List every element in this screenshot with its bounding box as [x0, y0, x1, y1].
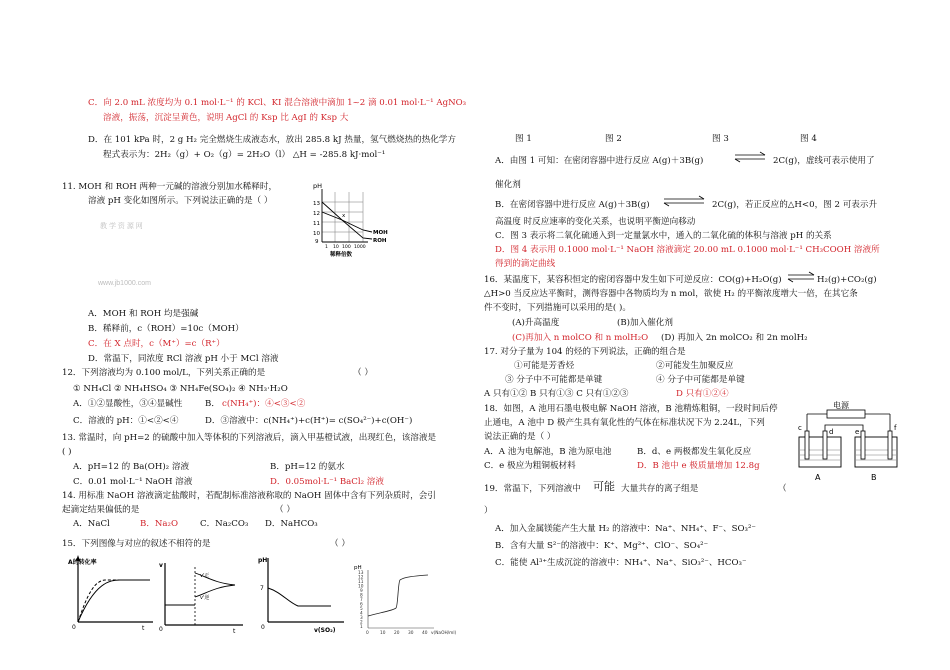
- q19-answer-bracket-open: （: [778, 484, 787, 494]
- q19-option-b: B．含有大量 S²⁻的溶液中：K⁺、Mg²⁺、ClO⁻、SO₄²⁻: [495, 541, 709, 551]
- fig3-curve: [268, 588, 331, 606]
- q15-option-a-line1-end: 2C(g)，虚线可表示使用了: [773, 156, 875, 166]
- q13-stem: 13. 常温时，向 pH=2 的硫酸中加入等体积的下列溶液后，滴入甲基橙试液，出现红色，该溶液是: [62, 433, 437, 443]
- q12-answer-bracket: （ ）: [353, 368, 373, 378]
- q11-option-c: C．在 X 点时，c（M⁺）=c（R⁺）: [88, 339, 225, 349]
- q15-option-c: C．图 3 表示将二氧化硫通入到一定量氯水中，通入的二氧化硫的体积与溶液 pH 的关系: [495, 231, 832, 241]
- q18-stem-line2: 止通电，A 池中 D 极产生具有氧化性的气体在标准状况下为 2.24L，下列: [484, 418, 765, 428]
- q11-ylabel: pH: [313, 182, 323, 190]
- q11-xtick: 10: [333, 245, 339, 250]
- q15-option-a-line1: A．由图 1 可知：在密闭容器中进行反应 A(g)＋3B(g): [495, 156, 704, 166]
- q12-stem: 12．下列溶液均为 0.100 mol/L，下列关系正确的是: [62, 368, 266, 378]
- q16-stem-line2: △H>0 当反应达平衡时，测得容器中各物质均为 n mol，欲使 H₂ 的平衡浓度增大一倍，在其它条: [484, 289, 858, 299]
- q13-option-c: C．0.01 mol·L⁻¹ NaOH 溶液: [73, 477, 193, 487]
- q18-option-c: C．e 极应为粗铜板材料: [484, 461, 576, 471]
- q15-figure-1: [60, 552, 160, 632]
- fig4-ytick: 4: [360, 611, 363, 617]
- q17-option-d: D 只有①②④: [676, 389, 729, 399]
- q11-ytick: 11: [313, 221, 320, 227]
- fig1-xlabel: t: [142, 625, 145, 632]
- q19-option-c: C．能使 Al³⁺生成沉淀的溶液中：NH₄⁺、Na⁺、SiO₃²⁻、HCO₃⁻: [495, 558, 747, 568]
- q12-option-c: C．溶液的 pH：①<②<④: [73, 416, 179, 426]
- q17-statement-1: ①可能是芳香烃: [514, 361, 575, 371]
- q11-series-roh: ROH: [373, 238, 387, 244]
- equilibrium-arrow: [786, 270, 816, 284]
- fig4-ytick: 12: [358, 575, 364, 581]
- q10-option-d-line2: 程式表示为：2H₂（g）+ O₂（g）= 2H₂O（l） △H = -285.8 kJ·mol⁻¹: [103, 150, 386, 160]
- q15-stem: 15．下列图像与对应的叙述不相符的是: [62, 539, 211, 549]
- q11-xlabel: 稀释倍数: [330, 252, 353, 258]
- fig1-solid-curve: [78, 580, 150, 622]
- q16-stem-line3: 件不变时，下列措施可以采用的是( )。: [484, 303, 631, 313]
- q12-solutions: ① NH₄Cl ② NH₄HSO₄ ③ NH₄Fe(SO₄)₂ ④ NH₃·H₂O: [73, 384, 288, 394]
- power-source-label: 电源: [833, 401, 849, 410]
- q16-option-b: (B)加入催化剂: [617, 318, 673, 328]
- q18-stem-line3: 说法正确的是（ ）: [484, 432, 556, 442]
- q19-option-a: A．加入金属镁能产生大量 H₂ 的溶液中：Na⁺、NH₄⁺、F⁻、SO₃²⁻: [495, 524, 756, 534]
- fig4-ytick: 8: [360, 593, 363, 599]
- fig1-dashed-curve: [78, 580, 120, 622]
- fig4-ytick: 9: [360, 589, 363, 594]
- fig4-ytick: 3: [360, 616, 363, 621]
- q17-options-abc: A 只有①② B 只有①③ C 只有①②③: [484, 389, 629, 399]
- q15-answer-bracket: （ ）: [330, 539, 350, 549]
- q15-figure-4: [352, 562, 467, 640]
- fig4-xtick: 20: [394, 631, 400, 636]
- q11-xtick: 100: [342, 245, 351, 250]
- q11-xtick: 1000: [354, 245, 366, 250]
- q11-ytick: 9: [315, 239, 319, 245]
- fig4-ytick: 11: [358, 580, 364, 585]
- q11-stem-line2: 溶液 pH 变化如图所示。下列说法正确的是（ ）: [88, 196, 273, 206]
- q19-stem-part1: 19．常温下，下列溶液中: [484, 484, 581, 494]
- fig2-origin: 0: [159, 626, 163, 633]
- q12-option-b: c(NH₄⁺)：④<③<②: [222, 399, 306, 409]
- q13-option-d: D．0.05mol·L⁻¹ BaCl₂ 溶液: [270, 477, 384, 487]
- fig2-xlabel: t: [233, 628, 236, 635]
- q11-roh-curve: [322, 212, 372, 239]
- q12-option-b-label: B．: [205, 399, 220, 409]
- fig4-xtick: 10: [380, 631, 386, 636]
- q10-option-d-line1: D．在 101 kPa 时，2 g H₂ 完全燃烧生成液态水，放出 285.8 kJ 热量，氢气燃烧热的热化学方: [88, 135, 456, 145]
- q14-stem-line2: 起滴定结果偏低的是: [62, 505, 140, 515]
- q15-option-b-line1-end: 2C(g)，若正反应的△H<0，图 2 可表示升: [712, 200, 878, 210]
- q11-option-b: B．稀释前，c（ROH）=10c（MOH）: [88, 324, 244, 334]
- q11-ytick: 13: [313, 201, 320, 207]
- fig4-ytick: 5: [360, 607, 363, 612]
- q10-option-c-line2: 溶液，振荡，沉淀呈黄色，说明 AgCl 的 Ksp 比 AgI 的 Ksp 大: [103, 113, 349, 123]
- fig4-ytick: 2: [360, 620, 363, 626]
- q11-option-a: A．MOH 和 ROH 均是强碱: [88, 309, 199, 319]
- fig4-ytick: 7: [360, 598, 363, 603]
- fig3-ytick: 7: [260, 585, 264, 592]
- watermark-url: www.jb1000.com: [98, 280, 151, 287]
- q13-option-a: A．pH=12 的 Ba(OH)₂ 溶液: [73, 462, 190, 472]
- equilibrium-arrow: [662, 194, 706, 208]
- fig2-ylabel: v: [159, 562, 163, 569]
- figure-caption-2: 图 2: [605, 134, 622, 144]
- fig4-titration-curve: [368, 575, 428, 616]
- q15-figure-3: [256, 552, 354, 637]
- power-source: [827, 410, 865, 418]
- q18-option-b: B．d、e 两极都发生氧化反应: [637, 447, 752, 457]
- electrode-c-label: c: [798, 424, 802, 432]
- q12-option-d: D．③溶液中：c(NH₄⁺)+c(H⁺)= c(SO₄²⁻)+c(OH⁻): [205, 416, 413, 426]
- q14-stem-line1: 14. 用标准 NaOH 溶液滴定盐酸时，若配制标准溶液称取的 NaOH 固体中含有下列杂质时，会引: [62, 491, 436, 501]
- fig4-ytick: 10: [358, 584, 364, 590]
- q12-option-a: A．①②显酸性，③④显碱性: [73, 399, 183, 409]
- electrode-e-label: e: [855, 428, 860, 436]
- q17-stem: 17. 对分子量为 104 的烃的下列说法，正确的组合是: [484, 347, 686, 357]
- q11-option-d: D．常温下，同浓度 RCl 溶液 pH 小于 MCl 溶液: [88, 354, 279, 364]
- q15-option-d-line1: D．图 4 表示用 0.1000 mol·L⁻¹ NaOH 溶液滴定 20.00 mL 0.1000 mol·L⁻¹ CH₃COOH 溶液所: [495, 245, 880, 255]
- tank-b-label: B: [871, 473, 877, 482]
- watermark-text: 教 学 资 源 网: [100, 223, 143, 230]
- figure-caption-1: 图 1: [515, 134, 532, 144]
- fig4-ytick: 13: [358, 571, 364, 576]
- q11-ph-dilution-graph: [302, 180, 397, 258]
- q14-option-d: D．NaHCO₃: [265, 519, 318, 529]
- equilibrium-arrow: [733, 150, 767, 164]
- tank-a-label: A: [815, 473, 821, 482]
- q11-moh-curve: [322, 202, 372, 232]
- q15-option-b-line1: B．在密闭容器中进行反应 A(g)＋3B(g): [495, 200, 650, 210]
- q14-option-c: C．Na₂CO₃: [200, 519, 249, 529]
- q15-option-b-line2: 高温度 时反应速率的变化关系，也说明平衡逆向移动: [495, 217, 696, 227]
- q11-ytick: 10: [313, 231, 320, 237]
- q16-stem-line1-end: H₂(g)+CO₂(g): [817, 275, 877, 285]
- q17-statement-4: ④ 分子中可能都是单键: [656, 375, 745, 385]
- q16-option-d: (D) 再加入 2n molCO₂ 和 2n molH₂: [661, 333, 808, 343]
- fig4-xlabel: v(NaOH/ml): [431, 631, 457, 636]
- fig4-xtick: 40: [422, 631, 428, 636]
- fig3-ylabel: pH: [258, 557, 268, 564]
- q14-answer-bracket: （ ）: [275, 505, 295, 515]
- q19-stem-emphasis: 可能: [593, 480, 615, 493]
- fig3-xlabel: v(SO₂): [314, 627, 336, 634]
- electrode-f-label: f: [894, 424, 897, 432]
- q11-ytick: 12: [313, 211, 320, 217]
- q16-option-c: (C)再加入 n molCO 和 n molH₂O: [512, 333, 649, 343]
- q19-stem-part2: 大量共存的离子组是: [621, 484, 699, 494]
- q16-option-a: (A)升高温度: [512, 318, 560, 328]
- fig2-label-1: v'正: [200, 573, 210, 579]
- fig4-ytick: 1: [360, 625, 363, 630]
- q18-option-a: A．A 池为电解池，B 池为原电池: [484, 447, 612, 457]
- fig4-ylabel: pH: [354, 565, 362, 571]
- electrolysis-apparatus: [795, 395, 905, 485]
- q11-xtick: 1: [325, 245, 328, 250]
- q11-point-x: x: [342, 213, 346, 219]
- q11-stem-line1: 11. MOH 和 ROH 两种一元碱的溶液分别加水稀释时，: [62, 182, 278, 192]
- figure-caption-3: 图 3: [712, 134, 729, 144]
- q18-stem-line1: 18．如图，A 池用石墨电极电解 NaOH 溶液，B 池精炼粗铜，一段时间后停: [484, 404, 778, 414]
- fig4-xtick: 30: [408, 631, 414, 636]
- q16-stem-line1: 16．某温度下，某容积恒定的密闭容器中发生如下可逆反应：CO(g)+H₂O(g): [484, 275, 782, 285]
- q15-figure-2: [155, 555, 250, 635]
- q15-option-d-line2: 得到的滴定曲线: [495, 259, 556, 269]
- fig1-origin: 0: [72, 624, 76, 631]
- q10-option-c-line1: C．向 2.0 mL 浓度均为 0.1 mol·L⁻¹ 的 KCl、KI 混合溶液中滴加 1~2 滴 0.01 mol·L⁻¹ AgNO₃: [88, 98, 467, 108]
- figure-caption-4: 图 4: [800, 134, 817, 144]
- q15-option-a-line2: 催化剂: [495, 180, 521, 190]
- q13-option-b: B．pH=12 的氨水: [270, 462, 345, 472]
- q14-option-b: B．Na₂O: [140, 519, 179, 529]
- fig3-origin: 0: [261, 624, 265, 631]
- q18-option-d: D．B 池中 e 极质量增加 12.8g: [637, 461, 760, 471]
- q11-series-moh: MOH: [373, 230, 388, 236]
- fig2-label-2: v'逆: [200, 595, 210, 601]
- q14-option-a: A．NaCl: [73, 519, 110, 529]
- q19-answer-bracket-close: ）: [484, 506, 493, 516]
- q13-answer-bracket: ( ): [62, 447, 72, 457]
- electrode-d-label: d: [829, 428, 834, 436]
- q17-statement-3: ③ 分子中不可能都是单键: [505, 375, 603, 385]
- fig1-ylabel: A的转化率: [68, 559, 97, 566]
- fig4-xtick: 0: [366, 631, 369, 636]
- fig4-ytick: 6: [360, 602, 363, 608]
- q17-statement-2: ②可能发生加聚反应: [656, 361, 734, 371]
